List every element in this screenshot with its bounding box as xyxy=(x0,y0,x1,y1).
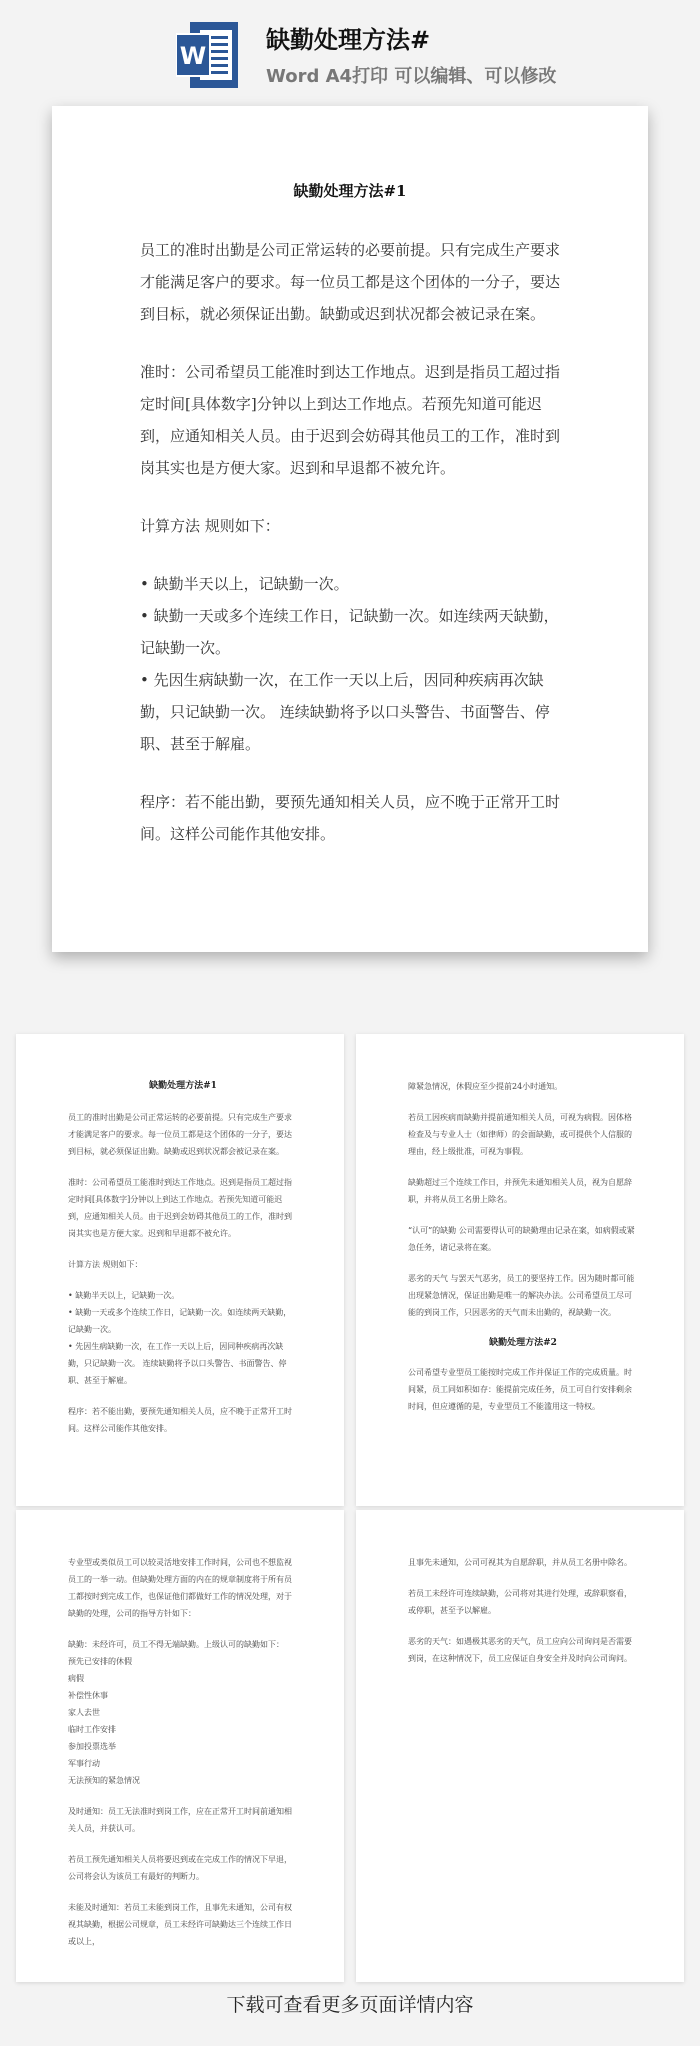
thumbnail-list-item: 补偿性休事 xyxy=(68,1691,108,1700)
thumbnail-list-item: 参加投票选举 xyxy=(68,1742,116,1751)
thumbnail-bullet: • 缺勤半天以上，记缺勤一次。 xyxy=(68,1291,180,1300)
thumbnail-paragraph: 及时通知：员工无法准时到岗工作，应在正常开工时间前通知相关人员，并获认可。 xyxy=(68,1807,292,1833)
bullet-item: • 缺勤半天以上，记缺勤一次。 xyxy=(140,575,349,593)
paragraph-procedure: 程序：若不能出勤，要预先通知相关人员，应不晚于正常开工时间。这样公司能作其他安排。 xyxy=(140,793,561,843)
thumbnail-paragraph: 专业型或类似员工可以较灵活地安排工作时间，公司也不想监视员工的一举一动。但缺勤处理方面的内在的规章制度将于所有员工都按时到完成工作，也保证他们都做好工作的情况处理，对于缺勤的处理，公司的指导方针如下： xyxy=(68,1558,292,1618)
thumbnail-paragraph: 且事先未通知，公司可视其为自愿辞职，并从员工名册中除名。 xyxy=(408,1558,632,1567)
thumbnail-paragraph: 缺勤：未经许可，员工不得无端缺勤。上级认可的缺勤如下： xyxy=(68,1640,284,1649)
thumbnail-paragraph: 若员工未经许可连续缺勤，公司将对其进行处理，或辞职察看，或停职，甚至予以解雇。 xyxy=(408,1589,632,1615)
paragraph-calculation: 计算方法 规则如下： xyxy=(140,517,280,535)
page-thumbnail-4[interactable] xyxy=(356,1510,684,1982)
svg-text:W: W xyxy=(179,42,207,70)
thumbnail-paragraph: 计算方法 规则如下： xyxy=(68,1260,143,1269)
thumbnail-content xyxy=(68,1078,298,1451)
thumbnail-list-item: 预先已安排的休假 xyxy=(68,1657,132,1666)
download-more-link[interactable]: 下载可查看更多页面详情内容 xyxy=(226,1994,474,2016)
thumbnail-list-item: 临时工作安排 xyxy=(68,1725,116,1734)
thumbnail-list-item: 家人去世 xyxy=(68,1708,100,1717)
thumbnail-paragraph: 准时：公司希望员工能准时到达工作地点。迟到是指员工超过指定时间[具体数字]分钟以上到达工作地点。若预先知道可能迟到，应通知相关人员。由于迟到会妨碍其他员工的工作，准时到岗其实也是方便大家。迟到和早退都不被允许。 xyxy=(68,1178,292,1238)
thumbnail-paragraph: 障紧急情况，休假应至少提前24小时通知。 xyxy=(408,1082,563,1091)
thumbnail-paragraph: 若员工因疾病而缺勤并提前通知相关人员，可视为病假。因体格检查及与专业人士（如律师）的会面缺勤，或可提供个人信服的理由，经上级批准，可视为事假。 xyxy=(408,1113,632,1156)
thumbnail-content xyxy=(408,1554,638,1681)
page-thumbnail-2[interactable] xyxy=(356,1034,684,1506)
thumbnail-list-item: 军事行动 xyxy=(68,1759,100,1768)
thumbnail-bullet: • 先因生病缺勤一次，在工作一天以上后，因同种疾病再次缺勤，只记缺勤一次。 连续缺勤将予以口头警告、书面警告、停职、甚至于解雇。 xyxy=(68,1342,287,1385)
page-thumbnail-3[interactable] xyxy=(16,1510,344,1982)
bullet-item: • 先因生病缺勤一次，在工作一天以上后，因同种疾病再次缺勤，只记缺勤一次。 连续缺勤将予以口头警告、书面警告、停职、甚至于解雇。 xyxy=(140,671,550,753)
thumbnail-bullet: • 缺勤一天或多个连续工作日，记缺勤一次。如连续两天缺勤，记缺勤一次。 xyxy=(68,1308,292,1334)
thumbnail-title: 缺勤处理方法#1 xyxy=(149,1081,217,1091)
thumbnail-list-item: 无法预知的紧急情况 xyxy=(68,1776,140,1785)
thumbnail-paragraph: 员工的准时出勤是公司正常运转的必要前提。只有完成生产要求才能满足客户的要求。每一位员工都是这个团体的一分子，要达到目标，就必须保证出勤。缺勤或迟到状况都会被记录在案。 xyxy=(68,1113,292,1156)
thumbnail-content xyxy=(68,1554,298,1964)
thumbnail-paragraph: 恶劣的天气 与罢天气恶劣，员工的要坚持工作。因为随时都可能出现紧急情况，保证出勤是唯一的解决办法。公司希望员工尽可能的到岗工作，只因恶劣的天气而未出勤的，视缺勤一次。 xyxy=(408,1274,635,1317)
thumbnail-subtitle: 缺勤处理方法#2 xyxy=(489,1338,557,1348)
document-title: 缺勤处理方法#1 xyxy=(293,182,407,200)
thumbnail-content xyxy=(408,1078,638,1429)
page-thumbnail-1[interactable] xyxy=(16,1034,344,1506)
paragraph-punctuality: 准时：公司希望员工能准时到达工作地点。迟到是指员工超过指定时间[具体数字]分钟以上到达工作地点。若预先知道可能迟到，应通知相关人员。由于迟到会妨碍其他员工的工作，准时到岗其实也是方便大家。迟到和早退都不被允许。 xyxy=(140,363,561,477)
thumbnail-paragraph: 公司希望专业型员工能按时完成工作并保证工作的完成质量。时间紧，员工同如积如存：能提前完成任务，员工可自行安排剩余时间，但应遵循的是，专业型员工不能滥用这一特权。 xyxy=(408,1368,632,1411)
document-body xyxy=(140,234,560,876)
thumbnail-paragraph: “认可”的缺勤 公司需要得认可的缺勤理由记录在案，如病假或紧急任务，诸记录将在案。 xyxy=(408,1226,635,1252)
header xyxy=(0,0,700,100)
thumbnail-paragraph: 程序：若不能出勤，要预先通知相关人员，应不晚于正常开工时间。这样公司能作其他安排。 xyxy=(68,1407,292,1433)
bullet-list xyxy=(140,568,560,760)
header-title: 缺勤处理方法# xyxy=(266,26,431,54)
thumbnail-paragraph: 恶劣的天气：如遇极其恶劣的天气，员工应向公司询问是否需要到岗，在这种情况下，员工应保证自身安全并及时向公司询问。 xyxy=(408,1637,632,1663)
thumbnail-paragraph: 缺勤超过三个连续工作日，并预先未通知相关人员，视为自愿辞职，并将从员工名册上除名。 xyxy=(408,1178,632,1204)
thumbnail-list-item: 病假 xyxy=(68,1674,84,1683)
word-icon xyxy=(176,22,238,88)
paragraph-intro: 员工的准时出勤是公司正常运转的必要前提。只有完成生产要求才能满足客户的要求。每一位员工都是这个团体的一分子，要达到目标，就必须保证出勤。缺勤或迟到状况都会被记录在案。 xyxy=(140,241,561,323)
bullet-item: • 缺勤一天或多个连续工作日，记缺勤一次。如连续两天缺勤，记缺勤一次。 xyxy=(140,607,559,657)
main-page-preview xyxy=(52,106,648,952)
thumbnail-paragraph: 未能及时通知：若员工未能到岗工作，且事先未通知，公司有权视其缺勤，根据公司规章，员工未经许可缺勤达三个连续工作日或以上， xyxy=(68,1903,292,1946)
thumbnail-paragraph: 若员工预先通知相关人员将要迟到或在完成工作的情况下早退，公司将会认为该员工有最好的判断力。 xyxy=(68,1855,292,1881)
header-subtitle: Word A4打印 可以编辑、可以修改 xyxy=(266,66,557,87)
